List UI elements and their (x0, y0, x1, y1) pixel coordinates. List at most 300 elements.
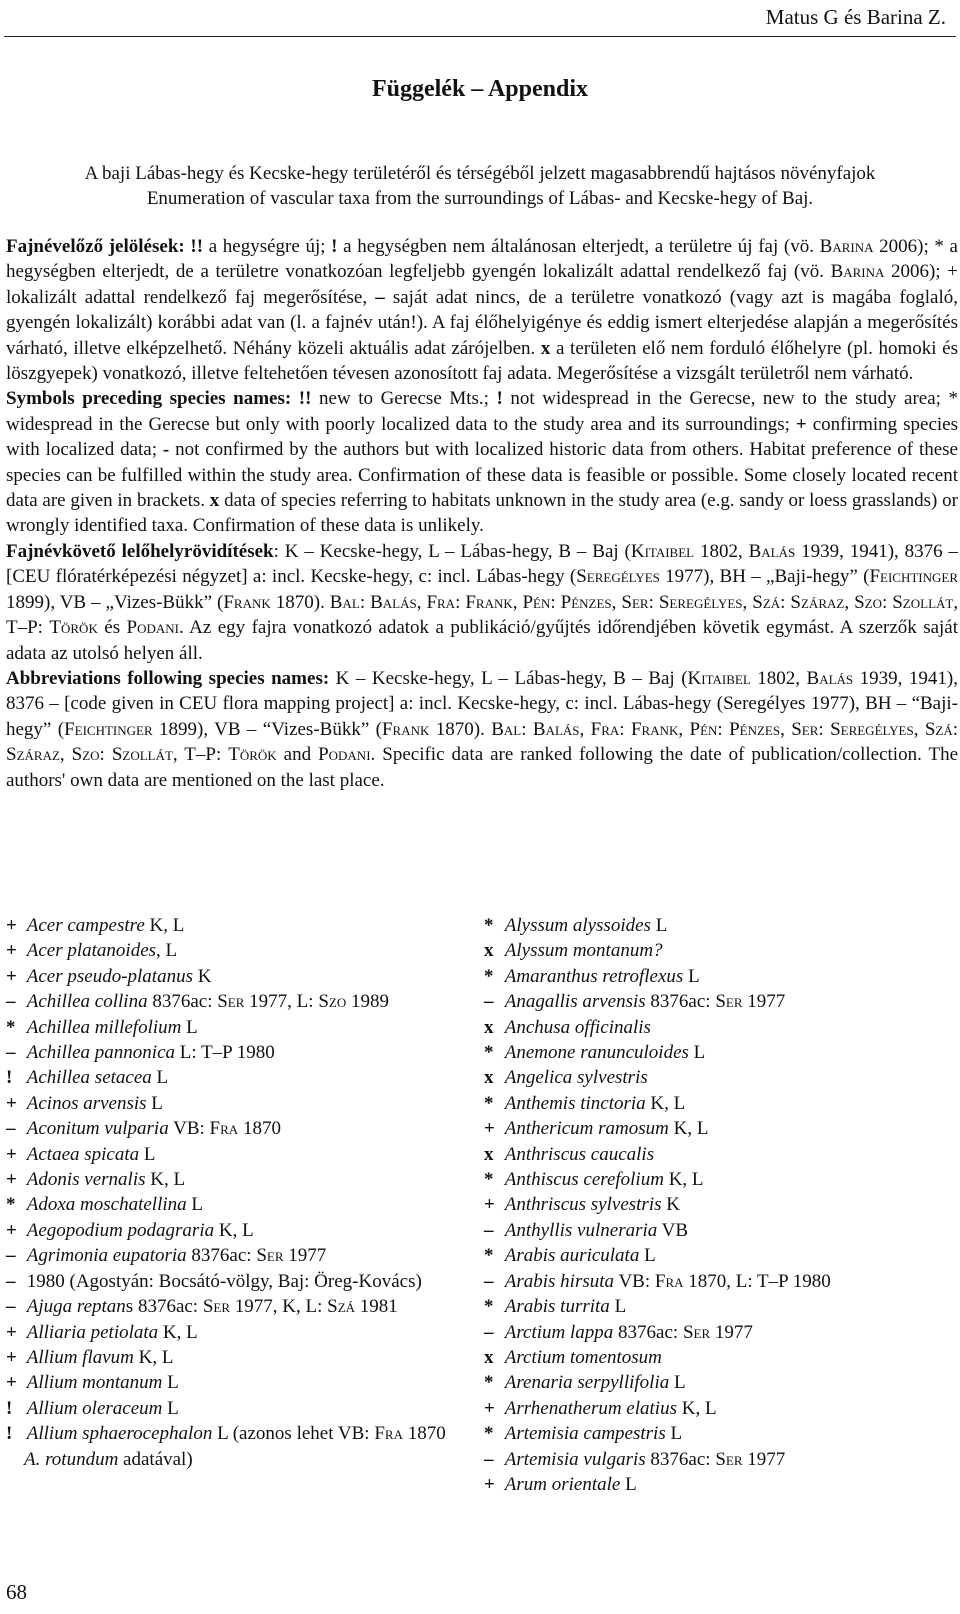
legend-text: : (952, 718, 959, 740)
species-status-symbol: + (6, 965, 17, 987)
species-entry (6, 1167, 446, 1192)
species-entry (6, 1396, 446, 1421)
legend-text: : (359, 591, 371, 613)
species-entry (6, 1243, 446, 1268)
species-name: Anthemis tinctoria (504, 1092, 646, 1114)
author-name: Szollát (892, 591, 954, 613)
species-status-symbol: * (484, 1423, 494, 1445)
locality-data: K (661, 1194, 680, 1216)
species-status-symbol: x (484, 940, 494, 962)
legend-text: , (742, 591, 753, 613)
species-status-symbol: + (6, 1143, 17, 1165)
author-name: Seregélyes (830, 718, 914, 740)
subtitle (0, 161, 960, 211)
locality-data: K, L (144, 915, 185, 936)
locality-data: 1977 (742, 991, 786, 1013)
running-header: Matus G és Barina Z. (765, 5, 946, 29)
locality-data: 8376ac: (186, 1245, 257, 1267)
species-entry (6, 1269, 446, 1294)
species-entry (484, 1320, 954, 1345)
locality-data: 1980 (Agostyán: Bocsátó-völgy, Baj: Öreg-Kovács) (26, 1270, 422, 1292)
species-entry (484, 1218, 954, 1243)
species-entry (484, 913, 954, 938)
species-name: Adoxa moschatellina (26, 1194, 187, 1216)
species-entry (484, 1396, 954, 1421)
author-name: Török (49, 617, 98, 639)
legend-text: 1870). (270, 591, 330, 613)
legend-text: K – Kecske-hegy, L – Lábas-hegy, B – Baj ( (329, 667, 688, 689)
species-status-symbol: – (6, 1042, 16, 1064)
page-title: Függelék – Appendix (371, 76, 589, 102)
locality-data: K, L (133, 1346, 174, 1368)
legend-text: a hegységben nem általánosan elterjedt, a területre új faj (vö. (337, 236, 820, 257)
author-name: Balás (748, 540, 796, 562)
species-entry (6, 913, 446, 938)
species-name: Allium sphaerocephalon (26, 1423, 213, 1445)
species-name: Arabis turrita (504, 1296, 610, 1318)
species-name: Artemisia campestris (504, 1423, 666, 1445)
species-name: Achillea millefolium (26, 1016, 182, 1038)
author-name: Frank (381, 718, 430, 740)
locality-data: L (146, 1092, 163, 1114)
legend-text: , (611, 591, 622, 613)
legend-text: : (717, 718, 730, 740)
species-name: Anthyllis vulneraria (504, 1219, 658, 1241)
legend-text: 1802, (750, 667, 807, 689)
legend-text: : (550, 591, 561, 613)
species-entry (484, 1243, 954, 1268)
legend-marker: + (795, 413, 807, 435)
locality-data: 1977, L: (244, 991, 319, 1013)
legend-text: 1939, 1941), 8376 – [CEU flóratérképezési négyzet] a: incl. Kecske-hegy, c: incl. Lábas-hegy ( (6, 540, 959, 588)
legend-text: data of species referring to habitats unknown in the study area (e.g. sandy or loess grasslands) or wrongly identified taxa. Confirmation of these data is unlikely. (6, 490, 958, 537)
species-name: Arabis hirsuta (504, 1270, 615, 1292)
author-abbrev: Szo (71, 744, 100, 766)
locality-data: K, L (158, 1321, 198, 1343)
species-status-symbol: x (484, 1067, 494, 1089)
species-entry (6, 1091, 446, 1116)
species-name: Agrimonia eupatoria (26, 1245, 187, 1267)
author-name: Frank (630, 718, 679, 740)
species-name: Anchusa officinalis (504, 1016, 651, 1038)
species-status-symbol: ! (6, 1397, 13, 1419)
species-status-symbol: x (484, 1346, 494, 1368)
locality-data: VB: (614, 1270, 655, 1292)
author-abbrev: Fra (426, 591, 456, 613)
species-status-symbol: * (484, 965, 494, 987)
species-status-symbol: + (484, 1118, 495, 1140)
author-abbrev: Szá (752, 591, 781, 613)
author-abbrev: Pén (522, 591, 551, 613)
species-entry (6, 1370, 446, 1395)
species-entry (484, 1421, 954, 1446)
author-name: Száraz (6, 744, 60, 766)
species-name: Adonis vernalis (26, 1169, 146, 1191)
locality-data: VB (657, 1219, 689, 1241)
species-entry (484, 1269, 954, 1294)
species-name: Alyssum montanum? (504, 940, 663, 962)
species-entry (6, 938, 446, 963)
species-entry (6, 964, 446, 989)
legend-text: confirming species with localized data; (6, 413, 958, 461)
species-name: Anthriscus caucalis (504, 1143, 655, 1165)
species-name: A. rotundum (24, 1448, 119, 1470)
legend-label: Abbreviations following species names: (6, 667, 330, 689)
species-status-symbol: – (484, 1321, 494, 1343)
legend-text: , (512, 591, 523, 613)
legend-marker: ! (331, 236, 338, 257)
species-status-symbol: * (484, 1042, 494, 1064)
species-name: Anemone ranunculoides (504, 1042, 689, 1064)
subtitle-english: Enumeration of vascular taxa from the surroundings of Lábas- and Kecske-hegy of Baj. (146, 188, 814, 209)
page-number: 68 (6, 1580, 27, 1604)
legend-text: 2006); + lokalizált adattal rendelkező faj megerősítése, (6, 261, 958, 308)
species-name: Acer platanoides (26, 940, 157, 962)
author-name: Seregélyes (576, 566, 660, 588)
locality-data: K, L (214, 1219, 254, 1241)
legend-text: 1899), VB – „Vizes-Bükk” ( (6, 591, 224, 613)
species-name: Arctium tomentosum (504, 1346, 662, 1368)
species-entry (484, 1472, 954, 1497)
author-abbrev: Ser (256, 1245, 284, 1267)
locality-data: 1977, K, L: (230, 1296, 328, 1318)
species-entry (6, 1015, 446, 1040)
species-name: Allium oleraceum (26, 1397, 163, 1419)
legend-text: 1899), VB – “Vizes-Bükk” ( (152, 718, 382, 740)
symbols-legend (6, 234, 958, 793)
legend-text: . Specific data are ranked following the date of publication/collection. The authors' own data are mentioned on the last place. (6, 744, 959, 791)
locality-data: L (139, 1143, 156, 1165)
legend-label: Fajnévelőző jelölések: (6, 236, 185, 257)
species-status-symbol: – (484, 1219, 494, 1241)
species-name: Acer pseudo-platanus (26, 965, 193, 987)
species-status-symbol: – (6, 1118, 16, 1140)
author-abbrev: Fra (654, 1270, 684, 1292)
species-status-symbol: + (484, 1397, 495, 1419)
species-entry (484, 1116, 954, 1141)
legend-text: saját adat nincs, de a területre vonatkozó (vagy azt is magába foglaló, gyengén lokalizált) korábbi adat van (l. a fajnév után!). A faj élőhelyigénye és eddig ismert elterjedése alapján a megerősítés várható, illetve elképzelhető. Néhány közeli aktuális adat zárójelben. (6, 286, 958, 359)
author-abbrev: Bal (329, 591, 360, 613)
author-name: Balás (532, 718, 580, 740)
legend-text: , (678, 718, 690, 740)
subtitle-hungarian: A baji Lábas-hegy és Kecske-hegy területéről és térségéből jelzett magasabbrendű hajtásos növényfajok (84, 163, 876, 184)
species-name: Angelica sylvestris (504, 1067, 648, 1089)
species-name: Arctium lappa (504, 1321, 614, 1343)
species-status-symbol: – (6, 1245, 16, 1267)
locality-data: L: T–P 1980 (175, 1042, 275, 1064)
locality-data: K, L (663, 1169, 704, 1191)
species-status-symbol: * (6, 1194, 16, 1216)
species-name: Acer campestre (26, 915, 145, 936)
author-name: Feichtinger (64, 718, 153, 740)
author-name: Balás (370, 591, 417, 613)
legend-marker: - (162, 439, 170, 461)
species-entry (6, 1040, 446, 1065)
species-entry (484, 1370, 954, 1395)
species-name: Aconitum vulparia (26, 1118, 169, 1140)
species-name: Arenaria serpyllifolia (504, 1372, 670, 1394)
locality-data: L (609, 1296, 627, 1318)
species-entry (484, 1192, 954, 1217)
species-name: Anthericum ramosum (504, 1118, 669, 1140)
species-name: Achillea setacea (26, 1067, 152, 1089)
locality-data: 8376ac: (147, 991, 218, 1013)
author-name: Podani (126, 617, 179, 639)
author-name: Száraz (790, 591, 845, 613)
species-status-symbol: * (484, 1372, 494, 1394)
legend-hungarian-symbols (6, 234, 958, 386)
legend-marker: !! (298, 388, 312, 410)
species-status-symbol: + (6, 1092, 17, 1114)
locality-data: K, L (145, 1169, 186, 1191)
species-entry (6, 1218, 446, 1243)
locality-data: L (669, 1372, 686, 1394)
species-name: Anthiscus cerefolium (504, 1169, 664, 1191)
species-status-symbol: * (484, 1092, 494, 1114)
locality-data: L (186, 1194, 203, 1216)
author-abbrev: Ser (682, 1321, 711, 1343)
locality-data: s 8376ac: (125, 1296, 203, 1318)
locality-data: 8376ac: (645, 1448, 716, 1470)
author-name: Feichtinger (869, 566, 959, 588)
author-name: Balás (806, 667, 854, 689)
locality-data: L (181, 1016, 198, 1038)
legend-english-symbols (6, 386, 958, 538)
author-name: Pénzes (729, 718, 781, 740)
header-rule (4, 36, 956, 37)
species-status-symbol: – (6, 991, 16, 1013)
locality-data: adatával) (118, 1448, 193, 1470)
legend-text: : (455, 591, 466, 613)
legend-text: a területen elő nem forduló élőhelyre (pl. homoki és löszgyepek) vonatkozó, illetve feltehetően tévesen azonosított faj adata. Megerősítése a vizsgált területről nem várható. (6, 337, 959, 385)
author-abbrev: Ser (217, 991, 245, 1013)
species-status-symbol: * (484, 1245, 494, 1267)
legend-text: 1939, 1941), 8376 – [code given in CEU flora mapping project] a: incl. Kecske-hegy, c: incl. Lábas-hegy (Seregélyes 1977), BH – “Baji-hegy” ( (6, 667, 959, 740)
legend-text: 1977), BH – „Baji-hegy” ( (659, 566, 870, 588)
species-status-symbol: + (6, 915, 17, 936)
legend-marker: x (209, 490, 220, 512)
species-name: Acinos arvensis (26, 1092, 147, 1114)
legend-marker: – (375, 286, 385, 308)
species-status-symbol: + (6, 1372, 17, 1394)
legend-text: , (780, 718, 792, 740)
author-name: Frank (223, 591, 271, 613)
species-status-symbol: – (484, 1270, 494, 1292)
species-entry (6, 1421, 446, 1472)
legend-text: , T–P: (6, 591, 959, 639)
species-name: Allium flavum (26, 1346, 134, 1368)
locality-data: 1977 (710, 1321, 753, 1343)
species-column-left (6, 913, 446, 1472)
species-entry (484, 989, 954, 1014)
author-abbrev: Fra (209, 1118, 239, 1140)
species-name: Arum orientale (504, 1473, 621, 1495)
legend-text: new to Gerecse Mts.; (311, 388, 497, 410)
author-name: Szollát (111, 744, 173, 766)
author-abbrev: Szo (854, 591, 882, 613)
author-name: Frank (465, 591, 513, 613)
legend-text: . Az egy fajra vonatkozó adatok a publikáció/gyűjtés időrendjében követik egymást. A szerzők saját adata az utolsó helyen áll. (6, 617, 959, 664)
locality-data: 8376ac: (645, 991, 716, 1013)
species-entry (484, 1142, 954, 1167)
legend-text: : (648, 591, 659, 613)
author-name: Kitaibel (687, 667, 751, 689)
species-name: Arabis auriculata (504, 1245, 640, 1267)
author-abbrev: Fra (374, 1423, 403, 1445)
species-entry (484, 1447, 954, 1472)
locality-data: 1977 (742, 1448, 786, 1470)
author-name: Barina (830, 261, 885, 283)
author-abbrev: Szo (318, 991, 347, 1013)
legend-marker: ! (496, 388, 503, 410)
species-status-symbol: ! (6, 1423, 13, 1445)
legend-label: Symbols preceding species names: (6, 388, 292, 410)
species-name: Arrhenatherum elatius (504, 1397, 677, 1419)
species-entry (6, 989, 446, 1014)
species-status-symbol: + (6, 1346, 17, 1368)
author-abbrev: Bal (491, 718, 522, 740)
species-status-symbol: + (6, 1169, 17, 1191)
species-name: Anthriscus sylvestris (504, 1194, 662, 1216)
species-entry (484, 1294, 954, 1319)
locality-data: 1981 (355, 1296, 398, 1318)
locality-data: L (620, 1473, 637, 1495)
author-name: Török (228, 744, 277, 766)
legend-text: , T–P: (172, 744, 229, 766)
species-status-symbol: – (484, 991, 494, 1013)
legend-text: : (818, 718, 831, 740)
locality-data: L (683, 965, 700, 987)
species-status-symbol: + (484, 1473, 495, 1495)
legend-text: , (579, 718, 591, 740)
species-status-symbol: * (484, 1296, 494, 1318)
legend-text: : (521, 718, 533, 740)
species-entry (484, 938, 954, 963)
author-abbrev: Ser (791, 718, 819, 740)
locality-data: K, L (676, 1397, 717, 1419)
author-abbrev: Ser (715, 1448, 743, 1470)
legend-label: Fajnévkövető lelőhelyrövidítések (6, 540, 274, 562)
author-abbrev: Ser (715, 991, 743, 1013)
locality-data: L (650, 915, 668, 936)
legend-text: a hegységre új; (203, 236, 332, 257)
legend-hungarian-abbreviations (6, 539, 958, 666)
locality-data: , L (156, 940, 178, 962)
species-entry (6, 1345, 446, 1370)
author-abbrev: Szá (327, 1296, 356, 1318)
locality-data: L (162, 1372, 179, 1394)
legend-text: : (99, 744, 112, 766)
locality-data: L (639, 1245, 656, 1267)
species-name: Ajuga reptan (26, 1296, 126, 1318)
author-abbrev: Ser (621, 591, 649, 613)
species-entry (484, 1065, 954, 1090)
locality-data: L (665, 1423, 683, 1445)
species-status-symbol: + (6, 1219, 17, 1241)
legend-text: : (881, 591, 893, 613)
species-name: Actaea spicata (26, 1143, 140, 1165)
legend-text: : (619, 718, 631, 740)
locality-data: 1870, L: T–P 1980 (683, 1270, 831, 1292)
legend-text: and (276, 744, 319, 766)
species-entry (484, 964, 954, 989)
author-abbrev: Szá (924, 718, 953, 740)
author-name: Podani (318, 744, 371, 766)
species-entry (6, 1192, 446, 1217)
legend-text: 1802, (694, 540, 749, 562)
legend-text: , (59, 744, 72, 766)
species-entry (6, 1294, 446, 1319)
species-status-symbol: – (6, 1270, 16, 1292)
species-name: Anagallis arvensis (504, 991, 646, 1013)
locality-data: L (688, 1042, 706, 1064)
locality-data: K, L (668, 1118, 709, 1140)
author-name: Kitaibel (630, 540, 695, 562)
species-name: Aegopodium podagraria (26, 1219, 215, 1241)
locality-data: K, L (645, 1092, 686, 1114)
legend-text: , (913, 718, 925, 740)
author-abbrev: Pén (689, 718, 718, 740)
species-status-symbol: x (484, 1143, 494, 1165)
species-status-symbol: * (6, 1016, 16, 1038)
species-status-symbol: ! (6, 1067, 13, 1089)
locality-data: K (192, 965, 212, 987)
legend-text: és (97, 617, 127, 639)
locality-data: 1870 (402, 1423, 446, 1445)
legend-text (291, 388, 299, 409)
species-column-right (484, 913, 954, 1497)
legend-text: : K – Kecske-hegy, L – Lábas-hegy, B – Baj ( (273, 540, 631, 562)
species-entry (6, 1116, 446, 1141)
legend-text: : (780, 591, 791, 613)
legend-marker: !! (190, 236, 204, 257)
species-status-symbol: * (484, 915, 494, 936)
species-entry (484, 1167, 954, 1192)
legend-english-abbreviations (6, 666, 958, 793)
author-name: Seregélyes (658, 591, 743, 613)
legend-marker: x (540, 337, 551, 359)
species-name: Achillea pannonica (26, 1042, 176, 1064)
species-name: Amaranthus retroflexus (504, 965, 684, 987)
locality-data: L (162, 1397, 179, 1419)
species-name: Alyssum alyssoides (504, 915, 651, 936)
legend-text: not confirmed by the authors but with localized historic data from others. Habitat preference of these species can be fulfilled within the study area. Confirmation of these data is feasible or possible. Some closely located recent data are given in brackets. (6, 439, 958, 512)
legend-text: not widespread in the Gerecse, new to the study area; * widespread in the Gerecse but only with poorly localized data to the study area and its surroundings; (6, 388, 958, 435)
legend-text: , (416, 591, 427, 613)
legend-text: , (844, 591, 855, 613)
species-name: Artemisia vulgaris (504, 1448, 646, 1470)
species-status-symbol: + (484, 1194, 495, 1216)
author-abbrev: Ser (202, 1296, 231, 1318)
locality-data: L (azonos lehet VB: (212, 1423, 375, 1445)
legend-text: 1870). (429, 718, 492, 740)
locality-data: 1989 (346, 991, 389, 1013)
locality-data: 1870 (238, 1118, 281, 1140)
species-entry (484, 1345, 954, 1370)
locality-data: 8376ac: (613, 1321, 683, 1343)
species-status-symbol: * (484, 1169, 494, 1191)
species-entry (484, 1040, 954, 1065)
species-entry (6, 1065, 446, 1090)
author-name: Pénzes (560, 591, 612, 613)
species-name: Alliaria petiolata (26, 1321, 159, 1343)
species-name: Achillea collina (26, 991, 148, 1013)
species-status-symbol: + (6, 940, 17, 962)
locality-data: VB: (168, 1118, 210, 1140)
species-status-symbol: – (484, 1448, 494, 1470)
species-entry (6, 1142, 446, 1167)
species-entry (484, 1091, 954, 1116)
